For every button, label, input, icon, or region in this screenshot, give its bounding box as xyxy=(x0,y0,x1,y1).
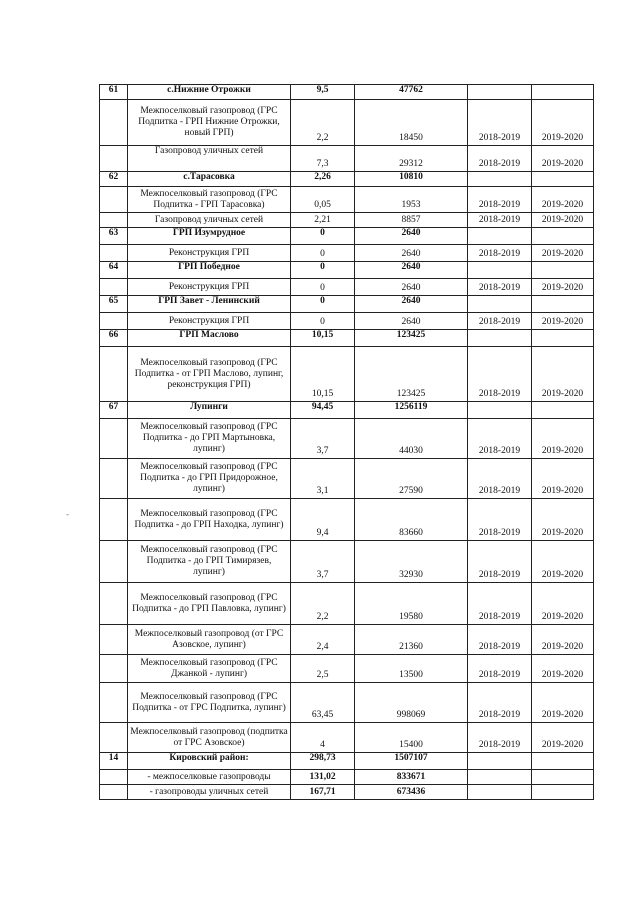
row-name: Кировский район: xyxy=(128,753,291,770)
row-length: 10,15 xyxy=(291,330,355,347)
row-cost: 123425 xyxy=(355,330,468,347)
row-length: 2,5 xyxy=(291,655,355,683)
row-name: Газопровод уличных сетей xyxy=(128,213,291,228)
row-cost: 83660 xyxy=(355,499,468,541)
row-start-period: 2018-2019 xyxy=(468,419,532,459)
row-end-period xyxy=(532,770,594,785)
row-length: 2,26 xyxy=(291,172,355,187)
row-end-period: 2019-2020 xyxy=(532,146,594,172)
row-name: Лупинги xyxy=(128,402,291,419)
row-length: 2,4 xyxy=(291,625,355,655)
row-end-period: 2019-2020 xyxy=(532,499,594,541)
row-start-period xyxy=(468,330,532,347)
row-name: с.Тарасовка xyxy=(128,172,291,187)
row-end-period: 2019-2020 xyxy=(532,655,594,683)
row-end-period xyxy=(532,262,594,279)
row-number xyxy=(100,279,128,296)
row-number xyxy=(100,459,128,499)
row-name: Межпоселковый газопровод (ГРС Подпитка - до ГРП Находка, лупинг) xyxy=(128,499,291,541)
row-name: Межпоселковый газопровод (ГРС Подпитка - от ГРП Маслово, лупинг, реконструкция ГРП) xyxy=(128,347,291,402)
table-row xyxy=(100,583,594,625)
row-end-period: 2019-2020 xyxy=(532,245,594,262)
row-cost: 833671 xyxy=(355,770,468,785)
row-number xyxy=(100,770,128,785)
row-end-period xyxy=(532,172,594,187)
row-length: 298,73 xyxy=(291,753,355,770)
row-start-period: 2018-2019 xyxy=(468,655,532,683)
row-end-period xyxy=(532,85,594,100)
row-cost: 44030 xyxy=(355,419,468,459)
table-row-section xyxy=(100,296,594,313)
table-row xyxy=(100,499,594,541)
row-cost: 2640 xyxy=(355,279,468,296)
row-start-period xyxy=(468,172,532,187)
table-row-section xyxy=(100,172,594,187)
table-row xyxy=(100,213,594,228)
row-name: Межпоселковый газопровод (ГРС Подпитка - ГРП Тарасовка) xyxy=(128,187,291,213)
row-length: 0,05 xyxy=(291,187,355,213)
row-number: 63 xyxy=(100,228,128,245)
table-row-section xyxy=(100,85,594,100)
row-length: 167,71 xyxy=(291,785,355,800)
row-number xyxy=(100,723,128,753)
row-number: 67 xyxy=(100,402,128,419)
row-length: 3,7 xyxy=(291,541,355,583)
row-name: Реконструкция ГРП xyxy=(128,245,291,262)
row-number xyxy=(100,419,128,459)
row-cost: 2640 xyxy=(355,262,468,279)
row-cost: 15400 xyxy=(355,723,468,753)
row-cost: 47762 xyxy=(355,85,468,100)
row-number xyxy=(100,683,128,723)
gas-pipeline-table xyxy=(99,84,594,800)
row-end-period xyxy=(532,402,594,419)
row-number xyxy=(100,245,128,262)
table-row-section xyxy=(100,262,594,279)
row-length: 0 xyxy=(291,245,355,262)
table-row xyxy=(100,625,594,655)
row-number: 61 xyxy=(100,85,128,100)
row-cost: 10810 xyxy=(355,172,468,187)
row-end-period xyxy=(532,753,594,770)
table-row-subtotal xyxy=(100,785,594,800)
table-row-section xyxy=(100,228,594,245)
table-row xyxy=(100,245,594,262)
row-length: 131,02 xyxy=(291,770,355,785)
row-cost: 19580 xyxy=(355,583,468,625)
row-number xyxy=(100,541,128,583)
row-name: Межпоселковый газопровод (ГРС Подпитка - ГРП Нижние Отрожки, новый ГРП) xyxy=(128,100,291,146)
row-number xyxy=(100,313,128,330)
row-start-period xyxy=(468,85,532,100)
table-row-total xyxy=(100,753,594,770)
row-start-period xyxy=(468,262,532,279)
row-number xyxy=(100,213,128,228)
row-length: 3,1 xyxy=(291,459,355,499)
row-cost: 2640 xyxy=(355,296,468,313)
row-end-period xyxy=(532,296,594,313)
row-length: 4 xyxy=(291,723,355,753)
table-row xyxy=(100,279,594,296)
table-row-subtotal xyxy=(100,770,594,785)
table-row-section xyxy=(100,330,594,347)
row-number xyxy=(100,625,128,655)
row-name: ГРП Маслово xyxy=(128,330,291,347)
row-end-period: 2019-2020 xyxy=(532,279,594,296)
row-end-period xyxy=(532,330,594,347)
row-name: Межпоселковый газопровод (ГРС Подпитка - до ГРП Мартыновка, лупинг) xyxy=(128,419,291,459)
row-length: 0 xyxy=(291,279,355,296)
row-end-period: 2019-2020 xyxy=(532,683,594,723)
row-cost: 1256119 xyxy=(355,402,468,419)
row-start-period xyxy=(468,402,532,419)
row-end-period: 2019-2020 xyxy=(532,313,594,330)
row-number: 62 xyxy=(100,172,128,187)
row-name: Межпоселковый газопровод (подпитка от ГРС Азовское) xyxy=(128,723,291,753)
row-end-period: 2019-2020 xyxy=(532,723,594,753)
row-cost: 1953 xyxy=(355,187,468,213)
row-cost: 673436 xyxy=(355,785,468,800)
row-cost: 13500 xyxy=(355,655,468,683)
row-start-period: 2018-2019 xyxy=(468,683,532,723)
row-cost: 18450 xyxy=(355,100,468,146)
row-start-period xyxy=(468,753,532,770)
table-row xyxy=(100,655,594,683)
row-start-period: 2018-2019 xyxy=(468,100,532,146)
row-number: 65 xyxy=(100,296,128,313)
row-length: 9,5 xyxy=(291,85,355,100)
row-name: - газопроводы уличных сетей xyxy=(128,785,291,800)
row-name: Реконструкция ГРП xyxy=(128,279,291,296)
row-cost: 2640 xyxy=(355,245,468,262)
row-start-period xyxy=(468,296,532,313)
row-length: 94,45 xyxy=(291,402,355,419)
row-length: 9,4 xyxy=(291,499,355,541)
table-row xyxy=(100,683,594,723)
row-length: 10,15 xyxy=(291,347,355,402)
row-name: ГРП Победное xyxy=(128,262,291,279)
row-cost: 8857 xyxy=(355,213,468,228)
row-length: 2,2 xyxy=(291,583,355,625)
row-end-period: 2019-2020 xyxy=(532,213,594,228)
table-row xyxy=(100,100,594,146)
row-length: 63,45 xyxy=(291,683,355,723)
row-name: Газопровод уличных сетей xyxy=(128,146,291,172)
row-start-period: 2018-2019 xyxy=(468,146,532,172)
row-start-period: 2018-2019 xyxy=(468,245,532,262)
row-name: - межпоселковые газопроводы xyxy=(128,770,291,785)
table-row-section xyxy=(100,402,594,419)
row-number xyxy=(100,347,128,402)
table-row xyxy=(100,541,594,583)
row-name: ГРП Изумрудное xyxy=(128,228,291,245)
row-length: 2,21 xyxy=(291,213,355,228)
row-number xyxy=(100,655,128,683)
table-row xyxy=(100,187,594,213)
row-end-period xyxy=(532,228,594,245)
row-length: 0 xyxy=(291,313,355,330)
row-name: Межпоселковый газопровод (ГРС Джанкой - лупинг) xyxy=(128,655,291,683)
row-length: 0 xyxy=(291,228,355,245)
row-end-period: 2019-2020 xyxy=(532,100,594,146)
row-start-period: 2018-2019 xyxy=(468,279,532,296)
row-number xyxy=(100,100,128,146)
row-start-period xyxy=(468,770,532,785)
row-start-period: 2018-2019 xyxy=(468,625,532,655)
table-row xyxy=(100,459,594,499)
row-cost: 32930 xyxy=(355,541,468,583)
row-start-period: 2018-2019 xyxy=(468,459,532,499)
row-start-period: 2018-2019 xyxy=(468,541,532,583)
row-name: Межпоселковый газопровод (ГРС Подпитка - от ГРС Подпитка, лупинг) xyxy=(128,683,291,723)
table-row xyxy=(100,347,594,402)
row-length: 7,3 xyxy=(291,146,355,172)
row-cost: 1507107 xyxy=(355,753,468,770)
row-number xyxy=(100,146,128,172)
row-end-period: 2019-2020 xyxy=(532,583,594,625)
row-end-period: 2019-2020 xyxy=(532,347,594,402)
row-number: 66 xyxy=(100,330,128,347)
row-end-period: 2019-2020 xyxy=(532,187,594,213)
row-length: 3,7 xyxy=(291,419,355,459)
row-number xyxy=(100,583,128,625)
row-length: 0 xyxy=(291,262,355,279)
row-cost: 2640 xyxy=(355,228,468,245)
row-number xyxy=(100,187,128,213)
row-end-period: 2019-2020 xyxy=(532,541,594,583)
row-start-period: 2018-2019 xyxy=(468,313,532,330)
row-name: Межпоселковый газопровод (ГРС Подпитка - до ГРП Павловка, лупинг) xyxy=(128,583,291,625)
row-number xyxy=(100,499,128,541)
row-cost: 21360 xyxy=(355,625,468,655)
row-length: 2,2 xyxy=(291,100,355,146)
row-number: 14 xyxy=(100,753,128,770)
row-cost: 998069 xyxy=(355,683,468,723)
row-end-period: 2019-2020 xyxy=(532,625,594,655)
row-length: 0 xyxy=(291,296,355,313)
table-row xyxy=(100,146,594,172)
row-number: 64 xyxy=(100,262,128,279)
row-start-period: 2018-2019 xyxy=(468,187,532,213)
row-start-period xyxy=(468,785,532,800)
table-row xyxy=(100,419,594,459)
row-start-period: 2018-2019 xyxy=(468,213,532,228)
row-name: Межпоселковый газопровод (ГРС Подпитка - до ГРП Тимирязев, лупинг) xyxy=(128,541,291,583)
margin-mark: - xyxy=(66,509,69,519)
row-start-period: 2018-2019 xyxy=(468,499,532,541)
row-cost: 2640 xyxy=(355,313,468,330)
row-number xyxy=(100,785,128,800)
row-name: Межпоселковый газопровод (от ГРС Азовское, лупинг) xyxy=(128,625,291,655)
table-row xyxy=(100,723,594,753)
row-name: ГРП Завет - Ленинский xyxy=(128,296,291,313)
row-cost: 123425 xyxy=(355,347,468,402)
row-start-period xyxy=(468,228,532,245)
row-name: Межпоселковый газопровод (ГРС Подпитка - до ГРП Придорожное, лупинг) xyxy=(128,459,291,499)
row-start-period: 2018-2019 xyxy=(468,347,532,402)
row-cost: 27590 xyxy=(355,459,468,499)
row-end-period: 2019-2020 xyxy=(532,419,594,459)
table-row xyxy=(100,313,594,330)
row-start-period: 2018-2019 xyxy=(468,583,532,625)
row-end-period: 2019-2020 xyxy=(532,459,594,499)
row-end-period xyxy=(532,785,594,800)
row-start-period: 2018-2019 xyxy=(468,723,532,753)
row-name: Реконструкция ГРП xyxy=(128,313,291,330)
row-name: с.Нижние Отрожки xyxy=(128,85,291,100)
row-cost: 29312 xyxy=(355,146,468,172)
